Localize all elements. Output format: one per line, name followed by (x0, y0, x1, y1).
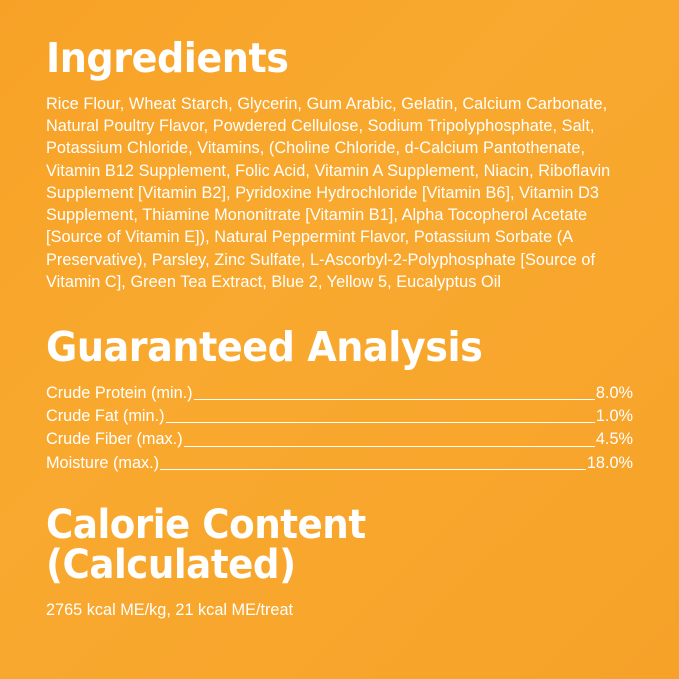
ingredients-text: Rice Flour, Wheat Starch, Glycerin, Gum Arabic, Gelatin, Calcium Carbonate, Natural Poultry Flavor, Powdered Cellulose, Sodium Tripolyphosphate, Salt, Potassium Chloride, Vitamins, (Choline Chloride, d-Calcium Pantothenate, Vitamin B12 Supplement, Folic Acid, Vitamin A Supplement, Niacin, Riboflavin Supplement [Vitamin B2], Pyridoxine Hydrochloride [Vitamin B6], Vitamin D3 Supplement, Thiamine Mononitrate [Vitamin B1], Alpha Tocopherol Acetate [Source of Vitamin E]), Natural Peppermint Flavor, Potassium Sorbate (A Preservative), Parsley, Zinc Sulfate, L-Ascorbyl-2-Polyphosphate [Source of Vitamin C], Green Tea Extract, Blue 2, Yellow 5, Eucalyptus Oil (46, 95, 611, 291)
leader-line (194, 398, 595, 400)
leader-line (166, 421, 595, 423)
ga-label: Moisture (max.) (46, 453, 160, 472)
table-row (46, 452, 633, 475)
guaranteed-analysis-heading: Guaranteed Analysis (46, 323, 483, 372)
ingredients-section (46, 34, 633, 293)
ga-value: 18.0% (586, 453, 633, 472)
ga-value: 1.0% (595, 407, 633, 426)
guaranteed-analysis-list (46, 382, 633, 475)
leader-line (160, 468, 586, 470)
guaranteed-analysis-section (46, 323, 633, 475)
leader-line (184, 445, 595, 447)
calorie-content-heading: Calorie Content (Calculated) (46, 501, 366, 588)
ga-value: 4.5% (595, 430, 633, 449)
ingredients-heading: Ingredients (46, 34, 289, 82)
ga-label: Crude Fiber (max.) (46, 430, 183, 449)
calorie-content-text: 2765 kcal ME/kg, 21 kcal ME/treat (46, 600, 294, 619)
table-row (46, 428, 633, 451)
ga-label: Crude Fat (min.) (46, 407, 165, 426)
calorie-content-section (46, 501, 633, 622)
ga-label: Crude Protein (min.) (46, 384, 193, 403)
table-row (46, 382, 633, 405)
table-row (46, 405, 633, 428)
ga-value: 8.0% (595, 384, 633, 403)
